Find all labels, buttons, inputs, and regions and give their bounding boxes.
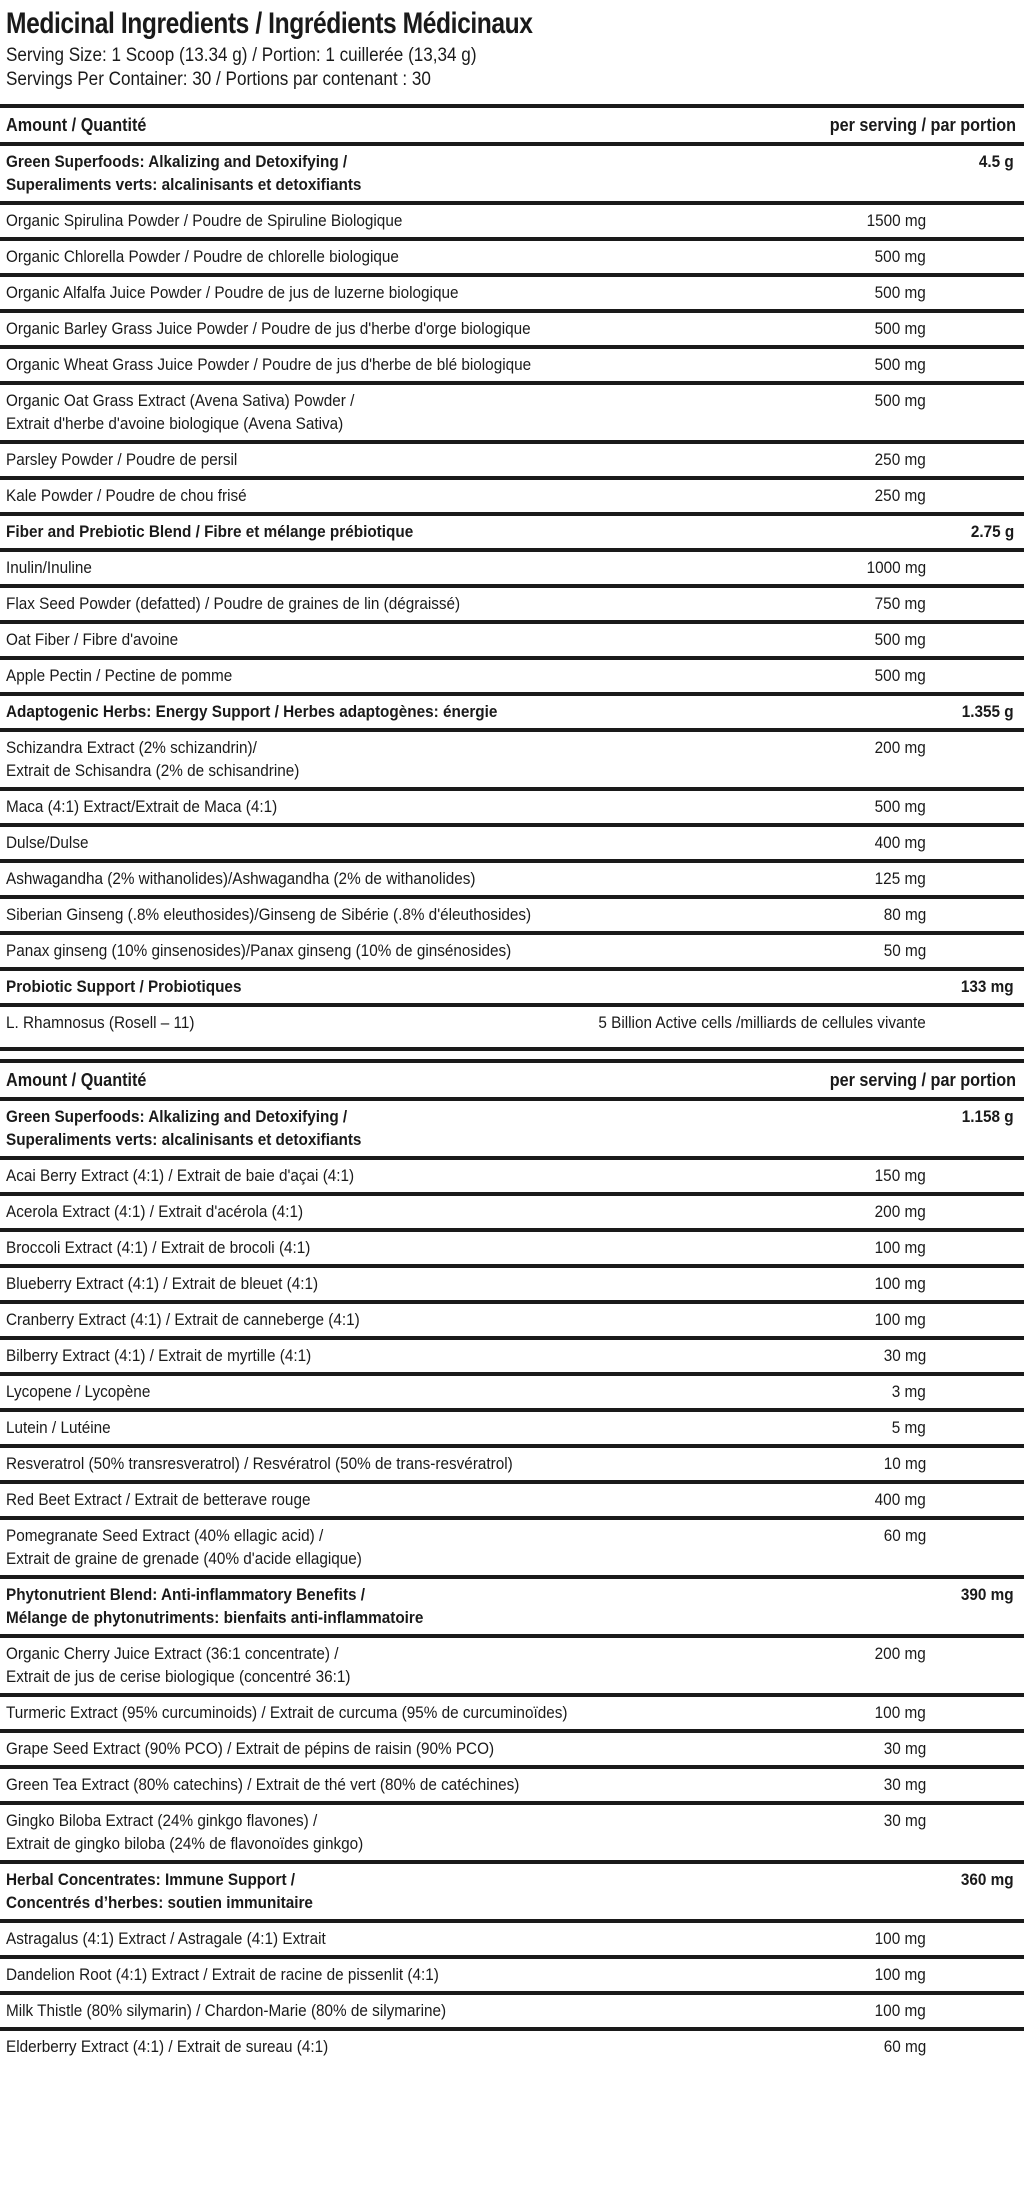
table-row-section bbox=[0, 516, 1024, 548]
ingredient-amount: 100 mg bbox=[874, 1929, 926, 1948]
table-row bbox=[0, 1268, 1024, 1300]
table-row bbox=[0, 1520, 1024, 1575]
table-row bbox=[0, 1697, 1024, 1729]
ingredients-table-bottom bbox=[0, 1047, 1024, 2063]
table-row bbox=[0, 732, 1024, 787]
table-row bbox=[0, 791, 1024, 823]
ingredient-amount: 500 mg bbox=[874, 630, 926, 649]
ingredient-amount: 30 mg bbox=[883, 1775, 926, 1794]
ingredient-name: Turmeric Extract (95% curcuminoids) / Extrait de curcuma (95% de curcuminoïdes) bbox=[6, 1703, 568, 1722]
ingredient-amount: 500 mg bbox=[874, 319, 926, 338]
ingredient-amount: 750 mg bbox=[874, 594, 926, 613]
table-row bbox=[0, 1196, 1024, 1228]
ingredient-amount: 200 mg bbox=[874, 1202, 926, 1221]
label-header bbox=[0, 8, 1024, 92]
table-row bbox=[0, 1995, 1024, 2027]
ingredient-name: Bilberry Extract (4:1) / Extrait de myrtille (4:1) bbox=[6, 1346, 312, 1365]
page-title: Medicinal Ingredients / Ingrédients Médicinaux bbox=[6, 7, 533, 40]
table-row-section bbox=[0, 1579, 1024, 1634]
ingredient-name: Probiotic Support / Probiotiques bbox=[6, 977, 242, 996]
ingredient-name: Inulin/Inuline bbox=[6, 558, 92, 577]
ingredient-name: Organic Spirulina Powder / Poudre de Spiruline Biologique bbox=[6, 211, 403, 230]
ingredient-name: L. Rhamnosus (Rosell – 11) bbox=[6, 1013, 195, 1032]
table-row-section bbox=[0, 1864, 1024, 1919]
table-row bbox=[0, 863, 1024, 895]
ingredient-amount: 4.5 g bbox=[979, 152, 1014, 171]
ingredient-amount: 60 mg bbox=[883, 2037, 926, 2056]
table-row bbox=[0, 1959, 1024, 1991]
ingredient-amount: 100 mg bbox=[874, 1274, 926, 1293]
table-row-section bbox=[0, 1101, 1024, 1156]
ingredient-name: Elderberry Extract (4:1) / Extrait de sureau (4:1) bbox=[6, 2037, 329, 2056]
table-row bbox=[0, 899, 1024, 931]
ingredient-amount: 50 mg bbox=[883, 941, 926, 960]
table-row bbox=[0, 1733, 1024, 1765]
ingredient-amount: 250 mg bbox=[874, 486, 926, 505]
ingredient-name: Phytonutrient Blend: Anti-inflammatory Benefits / Mélange de phytonutriments: bienfaits anti-inflammatoire bbox=[6, 1585, 424, 1627]
table-row bbox=[0, 1304, 1024, 1336]
serving-size-text: Serving Size: 1 Scoop (13.34 g) / Portion: 1 cuillerée (13,34 g) bbox=[6, 45, 477, 66]
table-row bbox=[0, 1638, 1024, 1693]
column-header-amount: Amount / Quantité bbox=[6, 1070, 147, 1090]
ingredient-name: Panax ginseng (10% ginsenosides)/Panax ginseng (10% de ginsénosides) bbox=[6, 941, 512, 960]
table-row-section bbox=[0, 971, 1024, 1003]
ingredients-table-top bbox=[0, 104, 1024, 1039]
servings-per-container-text: Servings Per Container: 30 / Portions par contenant : 30 bbox=[6, 69, 431, 90]
ingredient-name: Siberian Ginseng (.8% eleuthosides)/Ginseng de Sibérie (.8% d'éleuthosides) bbox=[6, 905, 532, 924]
table-row-section bbox=[0, 696, 1024, 728]
ingredient-amount: 500 mg bbox=[874, 666, 926, 685]
ingredient-name: Dulse/Dulse bbox=[6, 833, 89, 852]
ingredient-amount: 500 mg bbox=[874, 247, 926, 266]
ingredient-amount: 100 mg bbox=[874, 1310, 926, 1329]
ingredient-name: Lycopene / Lycopène bbox=[6, 1382, 151, 1401]
column-header-per-serving: per serving / par portion bbox=[829, 1070, 1016, 1090]
ingredient-name: Herbal Concentrates: Immune Support / Concentrés d’herbes: soutien immunitaire bbox=[6, 1870, 313, 1912]
table-body bbox=[0, 146, 1024, 1039]
ingredient-amount: 5 Billion Active cells /milliards de cellules vivante bbox=[598, 1013, 926, 1032]
ingredient-amount: 500 mg bbox=[874, 391, 926, 410]
table-body bbox=[0, 1101, 1024, 2063]
ingredient-amount: 500 mg bbox=[874, 355, 926, 374]
ingredient-amount: 125 mg bbox=[874, 869, 926, 888]
ingredient-amount: 30 mg bbox=[883, 1811, 926, 1830]
ingredient-amount: 100 mg bbox=[874, 1965, 926, 1984]
table-row bbox=[0, 1232, 1024, 1264]
ingredient-name: Broccoli Extract (4:1) / Extrait de brocoli (4:1) bbox=[6, 1238, 311, 1257]
ingredient-name: Oat Fiber / Fibre d'avoine bbox=[6, 630, 179, 649]
ingredient-name: Milk Thistle (80% silymarin) / Chardon-Marie (80% de silymarine) bbox=[6, 2001, 447, 2020]
ingredient-name: Astragalus (4:1) Extract / Astragale (4:1) Extrait bbox=[6, 1929, 326, 1948]
table-row bbox=[0, 205, 1024, 237]
ingredient-name: Green Superfoods: Alkalizing and Detoxifying / Superaliments verts: alcalinisants et detoxifiants bbox=[6, 1107, 362, 1149]
ingredient-name: Schizandra Extract (2% schizandrin)/ Extrait de Schisandra (2% de schisandrine) bbox=[6, 738, 300, 780]
ingredient-name: Gingko Biloba Extract (24% ginkgo flavones) / Extrait de gingko biloba (24% de flavonoïdes ginkgo) bbox=[6, 1811, 364, 1853]
ingredient-amount: 1.158 g bbox=[962, 1107, 1014, 1126]
ingredient-name: Parsley Powder / Poudre de persil bbox=[6, 450, 238, 469]
table-row bbox=[0, 1769, 1024, 1801]
ingredient-name: Green Tea Extract (80% catechins) / Extrait de thé vert (80% de catéchines) bbox=[6, 1775, 520, 1794]
ingredient-amount: 390 mg bbox=[961, 1585, 1014, 1604]
table-row bbox=[0, 1160, 1024, 1192]
ingredient-amount: 100 mg bbox=[874, 1703, 926, 1722]
ingredient-amount: 60 mg bbox=[883, 1526, 926, 1545]
table-row bbox=[0, 1448, 1024, 1480]
ingredient-amount: 400 mg bbox=[874, 1490, 926, 1509]
table-row bbox=[0, 444, 1024, 476]
ingredient-name: Flax Seed Powder (defatted) / Poudre de graines de lin (dégraissé) bbox=[6, 594, 461, 613]
ingredient-amount: 133 mg bbox=[961, 977, 1014, 996]
ingredient-name: Fiber and Prebiotic Blend / Fibre et mélange prébiotique bbox=[6, 522, 414, 541]
ingredient-name: Acai Berry Extract (4:1) / Extrait de baie d'açai (4:1) bbox=[6, 1166, 355, 1185]
table-row-section bbox=[0, 146, 1024, 201]
ingredient-name: Blueberry Extract (4:1) / Extrait de bleuet (4:1) bbox=[6, 1274, 319, 1293]
ingredient-name: Green Superfoods: Alkalizing and Detoxifying / Superaliments verts: alcalinisants et detoxifiants bbox=[6, 152, 362, 194]
table-row bbox=[0, 552, 1024, 584]
table-row bbox=[0, 1805, 1024, 1860]
ingredient-amount: 100 mg bbox=[874, 1238, 926, 1257]
ingredient-amount: 250 mg bbox=[874, 450, 926, 469]
ingredient-name: Organic Alfalfa Juice Powder / Poudre de jus de luzerne biologique bbox=[6, 283, 459, 302]
ingredient-amount: 1500 mg bbox=[866, 211, 926, 230]
ingredient-name: Dandelion Root (4:1) Extract / Extrait de racine de pissenlit (4:1) bbox=[6, 1965, 439, 1984]
ingredient-name: Organic Wheat Grass Juice Powder / Poudre de jus d'herbe de blé biologique bbox=[6, 355, 532, 374]
ingredient-name: Maca (4:1) Extract/Extrait de Maca (4:1) bbox=[6, 797, 278, 816]
ingredient-amount: 80 mg bbox=[883, 905, 926, 924]
ingredient-amount: 10 mg bbox=[883, 1454, 926, 1473]
ingredient-name: Organic Oat Grass Extract (Avena Sativa) Powder / Extrait d'herbe d'avoine biologique (Avena Sativa) bbox=[6, 391, 355, 433]
ingredient-name: Apple Pectin / Pectine de pomme bbox=[6, 666, 233, 685]
ingredient-amount: 100 mg bbox=[874, 2001, 926, 2020]
ingredient-amount: 3 mg bbox=[891, 1382, 926, 1401]
ingredient-name: Cranberry Extract (4:1) / Extrait de canneberge (4:1) bbox=[6, 1310, 360, 1329]
table-row bbox=[0, 660, 1024, 692]
table-row bbox=[0, 480, 1024, 512]
ingredient-name: Organic Barley Grass Juice Powder / Poudre de jus d'herbe d'orge biologique bbox=[6, 319, 531, 338]
ingredient-amount: 1000 mg bbox=[866, 558, 926, 577]
column-header-per-serving: per serving / par portion bbox=[829, 115, 1016, 135]
divider-gap bbox=[0, 1051, 1024, 1059]
column-header-amount: Amount / Quantité bbox=[6, 115, 147, 135]
table-row bbox=[0, 1376, 1024, 1408]
table-header-row bbox=[0, 108, 1024, 142]
table-row bbox=[0, 827, 1024, 859]
ingredient-amount: 1.355 g bbox=[962, 702, 1014, 721]
ingredient-name: Ashwagandha (2% withanolides)/Ashwagandha (2% de withanolides) bbox=[6, 869, 476, 888]
ingredient-name: Red Beet Extract / Extrait de betterave rouge bbox=[6, 1490, 311, 1509]
ingredient-name: Pomegranate Seed Extract (40% ellagic acid) / Extrait de graine de grenade (40% d'acide ellagique) bbox=[6, 1526, 362, 1568]
table-row bbox=[0, 1007, 1024, 1039]
ingredient-amount: 30 mg bbox=[883, 1739, 926, 1758]
ingredient-amount: 200 mg bbox=[874, 738, 926, 757]
table-row bbox=[0, 349, 1024, 381]
ingredient-name: Organic Cherry Juice Extract (36:1 concentrate) / Extrait de jus de cerise biologique (concentré 36:1) bbox=[6, 1644, 351, 1686]
ingredient-name: Lutein / Lutéine bbox=[6, 1418, 111, 1437]
ingredient-amount: 2.75 g bbox=[970, 522, 1014, 541]
ingredient-name: Acerola Extract (4:1) / Extrait d'acérola (4:1) bbox=[6, 1202, 304, 1221]
table-row bbox=[0, 1484, 1024, 1516]
table-header-row bbox=[0, 1063, 1024, 1097]
table-row bbox=[0, 277, 1024, 309]
table-row bbox=[0, 588, 1024, 620]
ingredient-name: Resveratrol (50% transresveratrol) / Resvératrol (50% de trans-resvératrol) bbox=[6, 1454, 513, 1473]
ingredient-name: Adaptogenic Herbs: Energy Support / Herbes adaptogènes: énergie bbox=[6, 702, 498, 721]
ingredient-amount: 30 mg bbox=[883, 1346, 926, 1365]
table-row bbox=[0, 313, 1024, 345]
table-row bbox=[0, 2031, 1024, 2063]
table-row bbox=[0, 385, 1024, 440]
ingredient-amount: 500 mg bbox=[874, 797, 926, 816]
ingredient-amount: 5 mg bbox=[891, 1418, 926, 1437]
table-row bbox=[0, 1340, 1024, 1372]
ingredient-amount: 500 mg bbox=[874, 283, 926, 302]
ingredient-amount: 200 mg bbox=[874, 1644, 926, 1663]
ingredient-amount: 400 mg bbox=[874, 833, 926, 852]
table-row bbox=[0, 241, 1024, 273]
table-row bbox=[0, 935, 1024, 967]
ingredient-amount: 150 mg bbox=[874, 1166, 926, 1185]
ingredient-name: Kale Powder / Poudre de chou frisé bbox=[6, 486, 247, 505]
table-row bbox=[0, 1923, 1024, 1955]
table-row bbox=[0, 624, 1024, 656]
ingredient-name: Grape Seed Extract (90% PCO) / Extrait de pépins de raisin (90% PCO) bbox=[6, 1739, 495, 1758]
ingredient-name: Organic Chlorella Powder / Poudre de chlorelle biologique bbox=[6, 247, 399, 266]
table-row bbox=[0, 1412, 1024, 1444]
ingredient-amount: 360 mg bbox=[961, 1870, 1014, 1889]
